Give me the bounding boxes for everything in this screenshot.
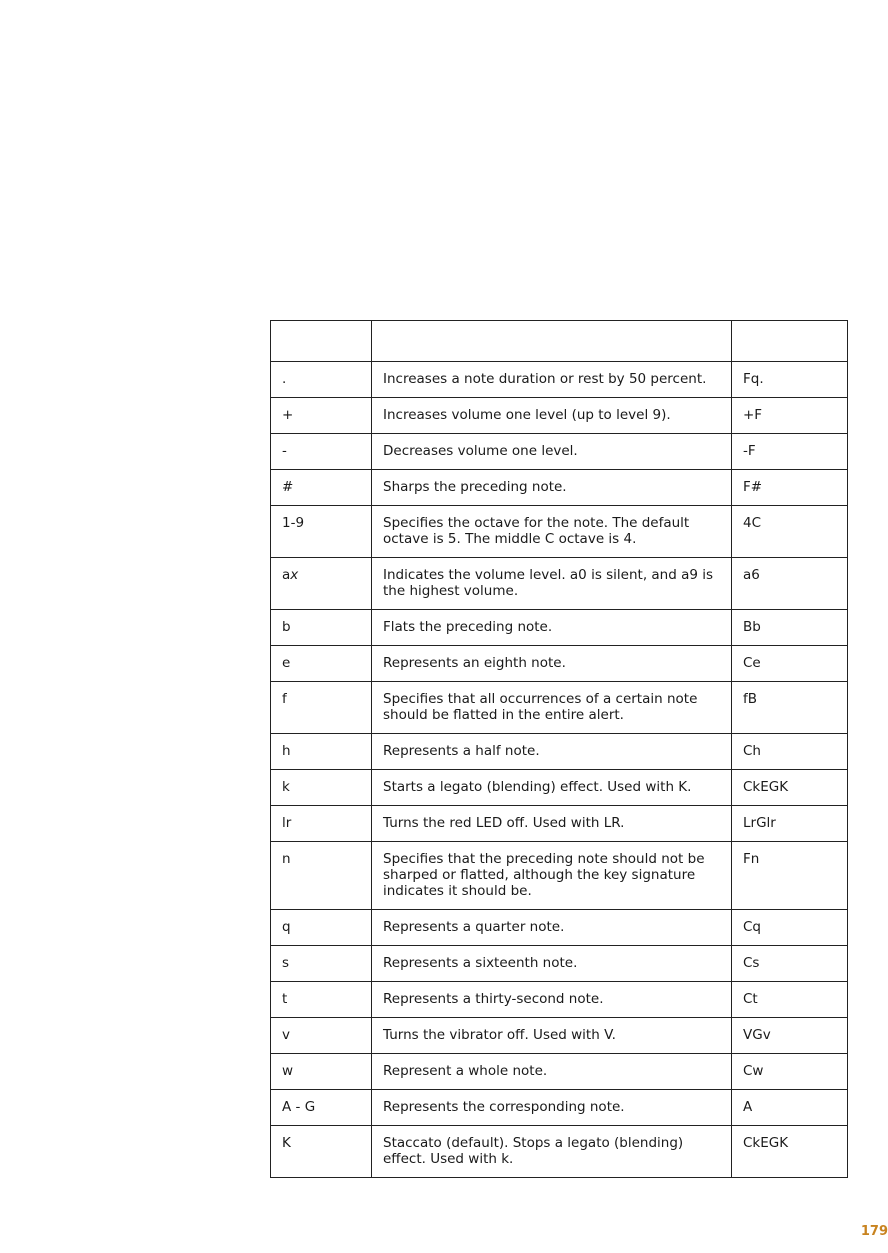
- cell-description: Flats the preceding note.: [372, 610, 732, 646]
- cell-description: Decreases volume one level.: [372, 434, 732, 470]
- header-description: [372, 321, 732, 362]
- table-row: [271, 1126, 848, 1178]
- cell-example: 4C: [732, 506, 848, 558]
- cell-description: Represents a thirty-second note.: [372, 982, 732, 1018]
- table-row: [271, 434, 848, 470]
- table-row: [271, 1018, 848, 1054]
- table-row: [271, 734, 848, 770]
- table-row: [271, 470, 848, 506]
- table-row: [271, 842, 848, 910]
- cell-character: e: [271, 646, 372, 682]
- table-row: [271, 806, 848, 842]
- cell-example: Cw: [732, 1054, 848, 1090]
- cell-character: ax: [271, 558, 372, 610]
- table-row: [271, 362, 848, 398]
- cell-description: Indicates the volume level. a0 is silent, and a9 is the highest volume.: [372, 558, 732, 610]
- table-row: [271, 770, 848, 806]
- table-row: [271, 982, 848, 1018]
- cell-example: CkEGK: [732, 1126, 848, 1178]
- cell-example: F#: [732, 470, 848, 506]
- cell-description: Represents a quarter note.: [372, 910, 732, 946]
- table-row: [271, 610, 848, 646]
- cell-character: w: [271, 1054, 372, 1090]
- cell-description: Represents an eighth note.: [372, 646, 732, 682]
- cell-character: #: [271, 470, 372, 506]
- cell-character: A - G: [271, 1090, 372, 1126]
- cell-character: f: [271, 682, 372, 734]
- cell-description: Represent a whole note.: [372, 1054, 732, 1090]
- table-row: [271, 910, 848, 946]
- cell-example: A: [732, 1090, 848, 1126]
- cell-description: Turns the red LED off. Used with LR.: [372, 806, 732, 842]
- cell-example: Ct: [732, 982, 848, 1018]
- header-example: [732, 321, 848, 362]
- cell-description: Turns the vibrator off. Used with V.: [372, 1018, 732, 1054]
- cell-example: CkEGK: [732, 770, 848, 806]
- cell-character: lr: [271, 806, 372, 842]
- cell-example: +F: [732, 398, 848, 434]
- cell-description: Specifies the octave for the note. The default octave is 5. The middle C octave is 4.: [372, 506, 732, 558]
- table-row: [271, 558, 848, 610]
- variable-x: x: [290, 567, 299, 583]
- cell-character: q: [271, 910, 372, 946]
- table-row: [271, 646, 848, 682]
- cell-example: fB: [732, 682, 848, 734]
- cell-example: a6: [732, 558, 848, 610]
- cell-example: Fn: [732, 842, 848, 910]
- cell-character: K: [271, 1126, 372, 1178]
- cell-character: s: [271, 946, 372, 982]
- cell-character: 1-9: [271, 506, 372, 558]
- table-row: [271, 1054, 848, 1090]
- table-row: [271, 682, 848, 734]
- cell-example: Ce: [732, 646, 848, 682]
- cell-example: Bb: [732, 610, 848, 646]
- cell-description: Represents a sixteenth note.: [372, 946, 732, 982]
- cell-character: .: [271, 362, 372, 398]
- cell-character: t: [271, 982, 372, 1018]
- cell-example: -F: [732, 434, 848, 470]
- cell-character: h: [271, 734, 372, 770]
- page-number: 179: [860, 1224, 888, 1239]
- cell-character: +: [271, 398, 372, 434]
- cell-character: v: [271, 1018, 372, 1054]
- cell-example: Ch: [732, 734, 848, 770]
- cell-description: Staccato (default). Stops a legato (blending) effect. Used with k.: [372, 1126, 732, 1178]
- table-header-row: [271, 321, 848, 362]
- cell-description: Sharps the preceding note.: [372, 470, 732, 506]
- table-row: [271, 946, 848, 982]
- cell-description: Specifies that the preceding note should not be sharped or flatted, although the key signature indicates it should be.: [372, 842, 732, 910]
- header-character: [271, 321, 372, 362]
- cell-description: Increases a note duration or rest by 50 percent.: [372, 362, 732, 398]
- notation-table: [270, 320, 848, 1178]
- cell-description: Increases volume one level (up to level 9).: [372, 398, 732, 434]
- cell-character: k: [271, 770, 372, 806]
- cell-description: Represents the corresponding note.: [372, 1090, 732, 1126]
- cell-example: Cq: [732, 910, 848, 946]
- table-row: [271, 1090, 848, 1126]
- table-body: [271, 362, 848, 1178]
- cell-description: Represents a half note.: [372, 734, 732, 770]
- cell-character: n: [271, 842, 372, 910]
- cell-example: VGv: [732, 1018, 848, 1054]
- table-row: [271, 398, 848, 434]
- cell-example: Fq.: [732, 362, 848, 398]
- cell-example: LrGlr: [732, 806, 848, 842]
- cell-example: Cs: [732, 946, 848, 982]
- cell-description: Specifies that all occurrences of a certain note should be flatted in the entire alert.: [372, 682, 732, 734]
- cell-description: Starts a legato (blending) effect. Used with K.: [372, 770, 732, 806]
- cell-character: -: [271, 434, 372, 470]
- cell-character: b: [271, 610, 372, 646]
- table-row: [271, 506, 848, 558]
